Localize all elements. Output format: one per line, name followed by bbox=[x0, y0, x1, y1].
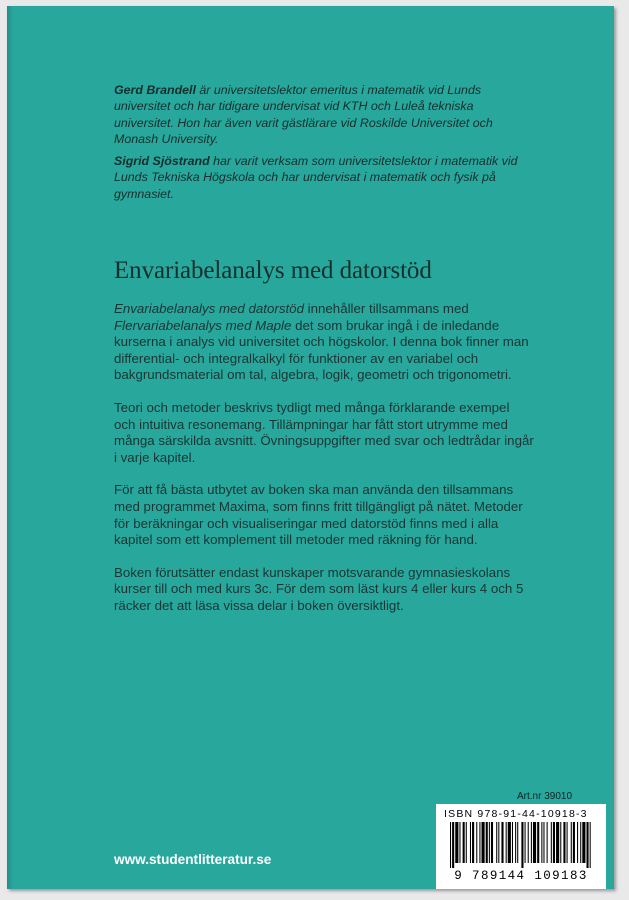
publisher-website: www.studentlitteratur.se bbox=[114, 852, 272, 867]
description-paragraph: Teori och metoder beskrivs tydligt med många förklarande exempel och intuitiva resonemang. Tillämpningar har fått stort utrymme med många särskilda avsnitt. Övningsuppgifter med svar och ledtrådar ingår i varje kapitel. bbox=[114, 399, 534, 465]
barcode-label bbox=[436, 804, 606, 889]
ean-number: 9 789144 109183 bbox=[454, 869, 588, 883]
description-paragraph: För att få bästa utbytet av boken ska man använda den tillsammans med programmet Maxima, som finns fritt tillgängligt på nätet. Metoder för beräkningar och visualiseringar med datorstöd finns med i alla kapitel som ett komplement till metoder med räkning för hand. bbox=[114, 482, 523, 548]
author-bio-text: har varit verksam som universitetslektor i matematik vid Lunds Tekniska Högskola och har undervisat i matematik och fysik på gymnasiet. bbox=[114, 154, 518, 201]
author-name: Sigrid Sjöstrand bbox=[114, 154, 210, 169]
book-title-italic: Envariabelanalys med datorstöd bbox=[114, 301, 304, 316]
description-paragraph bbox=[114, 301, 534, 384]
book-description bbox=[114, 301, 534, 631]
description-text: det som brukar ingå i de inledande kurserna i analys vid universitet och högskolor. I denna bok finner man differential- och integralkalkyl för funktioner av en variabel och bakgrundsmaterial om tal, algebra, logik, geometri och trigonometri. bbox=[114, 317, 529, 383]
spine-shadow bbox=[7, 6, 13, 889]
companion-title-italic: Flervariabelanalys med Maple bbox=[114, 317, 292, 333]
description-paragraph: Boken förutsätter endast kunskaper motsvarande gymnasieskolans kurser till och med kurs 3c. För dem som läst kurs 4 eller kurs 4 och 5 räcker det att läsa vissa delar i boken översiktligt. bbox=[114, 564, 524, 613]
author-bio bbox=[114, 82, 524, 147]
author-bio-text: är universitetslektor emeritus i matematik vid Lunds universitet och har tidigare undervisat vid KTH och Luleå tekniska universitet. Hon har även varit gästlärare vid Roskilde Universitet och Monash University. bbox=[114, 83, 493, 146]
author-name: Gerd Brandell bbox=[114, 83, 196, 97]
author-bio bbox=[114, 153, 524, 202]
article-number: Art.nr 39010 bbox=[517, 791, 573, 802]
isbn-text: ISBN 978-91-44-10918-3 bbox=[444, 808, 588, 820]
book-title: Envariabelanalys med datorstöd bbox=[114, 257, 432, 284]
description-text: innehåller tillsammans med bbox=[303, 301, 469, 316]
back-cover bbox=[7, 6, 614, 889]
author-bios bbox=[114, 82, 524, 208]
barcode-icon bbox=[450, 822, 592, 868]
